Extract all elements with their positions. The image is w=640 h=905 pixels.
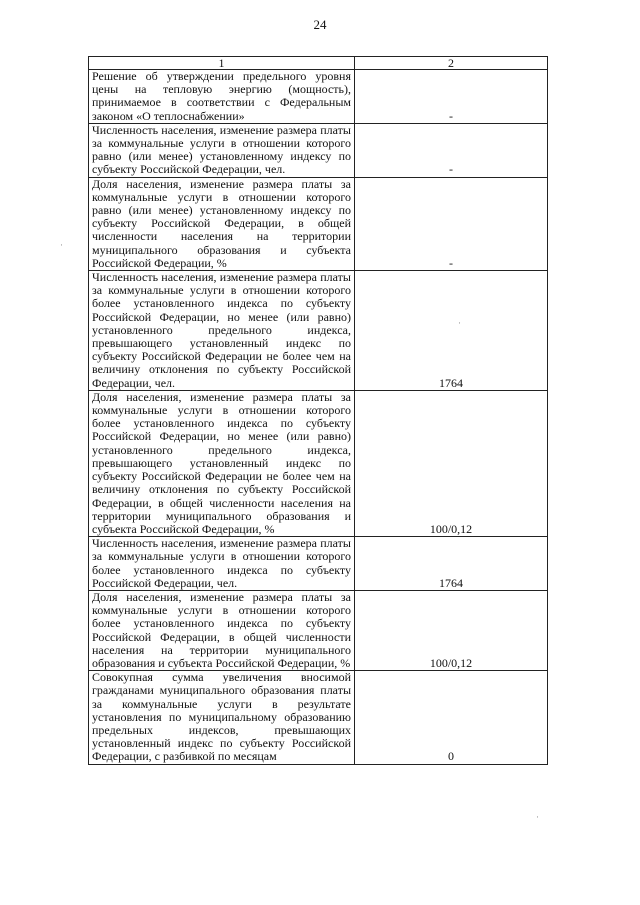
row-value: 0 (355, 671, 548, 764)
table-row (89, 671, 548, 764)
scan-speck: · (536, 812, 539, 822)
table-header-row (89, 57, 548, 70)
row-value: 100/0,12 (355, 590, 548, 670)
row-label: Доля населения, изменение размера платы за коммунальные услуги в отношении которого равно (или менее) установленному индексу по субъекту Российской Федерации, в общей численности населения на территории муниципального образования и субъекта Российской Федерации, % (89, 177, 355, 270)
table-row (89, 590, 548, 670)
row-label: Численность населения, изменение размера платы за коммунальные услуги в отношении которого равно (или менее) установленному индексу по субъекту Российской Федерации, чел. (89, 123, 355, 177)
row-value: - (355, 123, 548, 177)
column-header-2: 2 (355, 57, 548, 70)
table-row (89, 123, 548, 177)
row-label: Численность населения, изменение размера платы за коммунальные услуги в отношении которого более установленного индекса по субъекту Российской Федерации, но менее (или равно) установленного предельного индекса, превышающего установленный индекс по субъекту Российской Федерации не более чем на величину отклонения по субъекту Российской Федерации, чел. (89, 271, 355, 391)
table-row (89, 271, 548, 391)
row-label: Решение об утверждении предельного уровня цены на тепловую энергию (мощность), принимаемое в соответствии с Федеральным законом «О теплоснабжении» (89, 70, 355, 124)
row-label: Совокупная сумма увеличения вносимой гражданами муниципального образования платы за коммунальные услуги в результате установления по муниципальному образованию предельных индексов, превышающих установленный индекс по субъекту Российской Федерации, с разбивкой по месяцам (89, 671, 355, 764)
row-value: - (355, 70, 548, 124)
table-row (89, 177, 548, 270)
column-header-1: 1 (89, 57, 355, 70)
scan-speck: · (458, 318, 461, 328)
row-value: 100/0,12 (355, 390, 548, 536)
row-value: - (355, 177, 548, 270)
row-label: Численность населения, изменение размера платы за коммунальные услуги в отношении которого более установленного индекса по субъекту Российской Федерации, чел. (89, 537, 355, 591)
row-label: Доля населения, изменение размера платы за коммунальные услуги в отношении которого более установленного индекса по субъекту Российской Федерации, но менее (или равно) установленного предельного индекса, превышающего установленный индекс по субъекту Российской Федерации не более чем на величину отклонения по субъекту Российской Федерации, в общей численности населения на территории муниципального образования и субъекта Российской Федерации, % (89, 390, 355, 536)
row-label: Доля населения, изменение размера платы за коммунальные услуги в отношении которого более установленного индекса по субъекту Российской Федерации, в общей численности населения на территории муниципального образования и субъекта Российской Федерации, % (89, 590, 355, 670)
scan-speck: · (60, 240, 63, 250)
data-table (88, 56, 548, 765)
row-value: 1764 (355, 537, 548, 591)
table-row (89, 537, 548, 591)
table-row (89, 390, 548, 536)
page-number: 24 (313, 17, 327, 32)
row-value: 1764 (355, 271, 548, 391)
table-row (89, 70, 548, 124)
